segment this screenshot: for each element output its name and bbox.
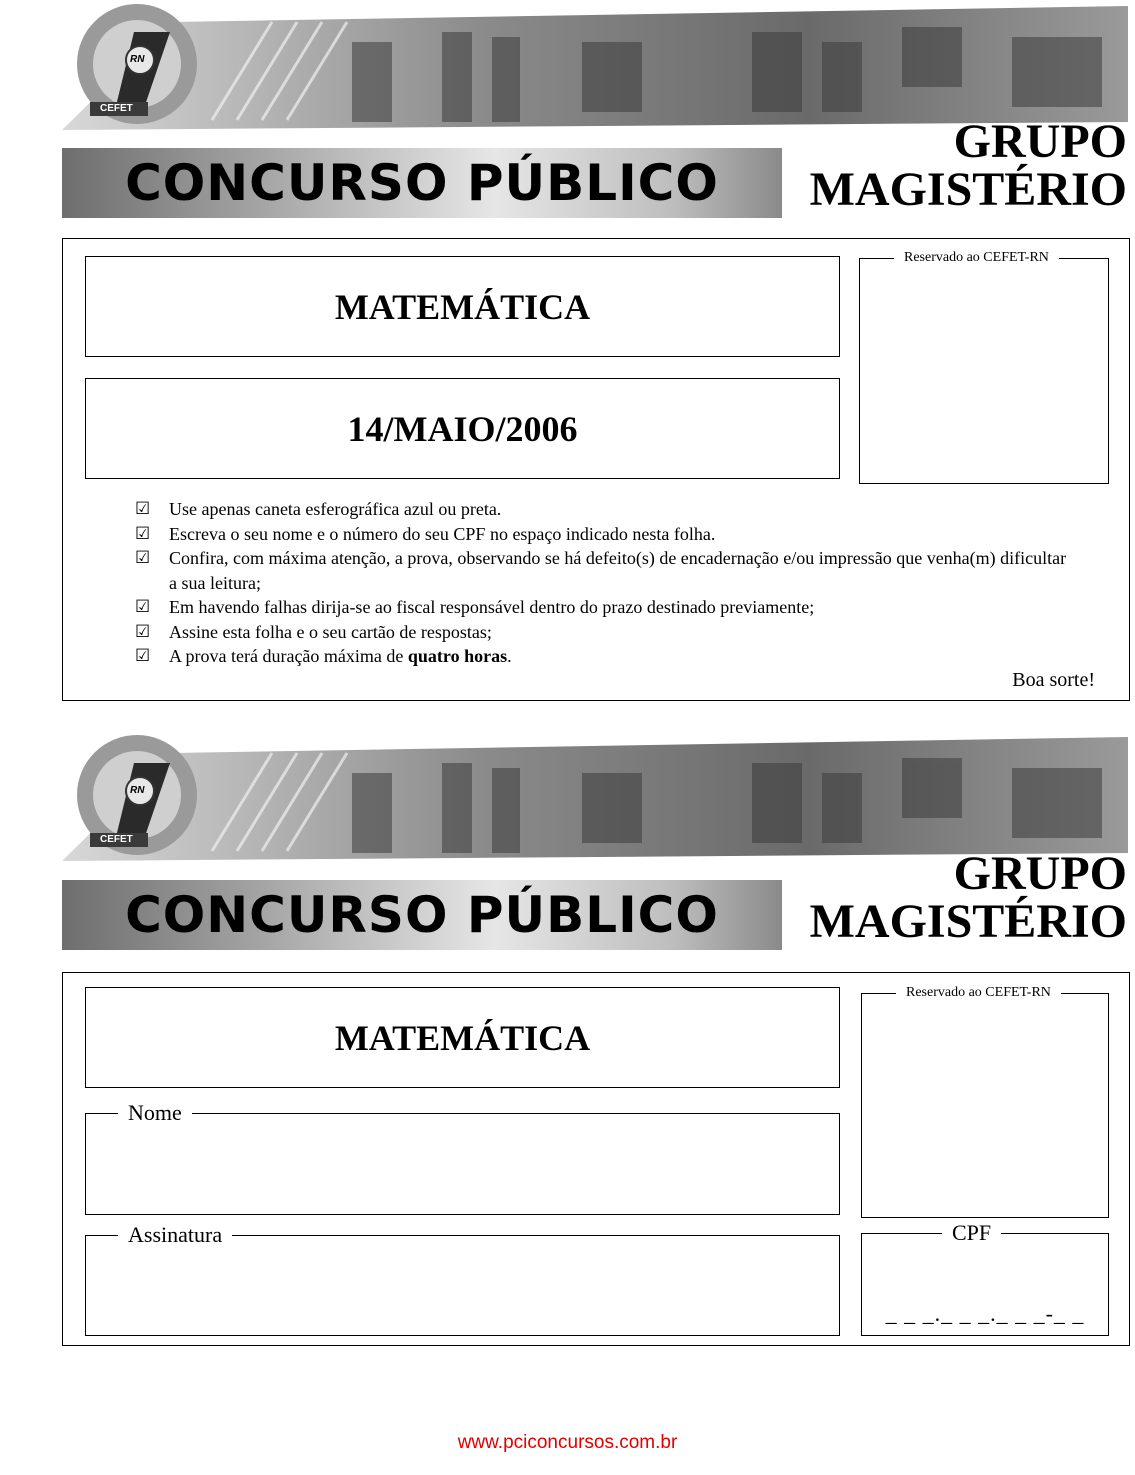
duration-bold: quatro horas <box>407 646 508 666</box>
list-item <box>135 620 1075 645</box>
signature-label: Assinatura <box>118 1224 232 1246</box>
checkbox-checked-icon: ☑ <box>135 646 151 666</box>
cpf-label: CPF <box>942 1222 1001 1244</box>
list-item <box>135 522 1075 547</box>
exam-date: 14/MAIO/2006 <box>347 408 578 449</box>
group-line2-2: MAGISTÉRIO <box>809 895 1127 948</box>
reserved-box <box>859 250 1109 484</box>
cover-frame <box>62 238 1130 701</box>
instruction-text: Em havendo falhas dirija-se ao fiscal responsável dentro do prazo destinado previamente; <box>169 597 815 617</box>
instruction-text: A prova terá duração máxima de quatro horas. <box>169 646 512 666</box>
subject-title-2: MATEMÁTICA <box>334 1017 591 1058</box>
checkbox-checked-icon: ☑ <box>135 523 151 544</box>
subject-title: MATEMÁTICA <box>334 286 591 327</box>
instructions-list <box>135 497 1075 669</box>
footer-url[interactable]: www.pciconcursos.com.br <box>457 1432 678 1453</box>
subject-box <box>85 256 840 357</box>
checkbox-checked-icon: ☑ <box>135 597 151 617</box>
list-item <box>135 595 1075 620</box>
group-heading <box>767 115 1127 216</box>
name-field[interactable] <box>85 1100 840 1215</box>
signature-field[interactable] <box>85 1222 840 1336</box>
instruction-text: Escreva o seu nome e o número do seu CPF no espaço indicado nesta folha. <box>169 523 716 544</box>
date-box <box>85 378 840 479</box>
checkbox-checked-icon: ☑ <box>135 499 151 519</box>
page-title-2: CONCURSO PÚBLICO <box>62 880 782 950</box>
reserved-box-2 <box>861 985 1109 1218</box>
cpf-mask: _ _ _._ _ _._ _ _-_ _ <box>885 1301 1085 1326</box>
banner-photo-strip-2 <box>62 733 1128 863</box>
logo-subtext-2: RN <box>130 785 145 796</box>
logo-subtext: RN <box>130 54 145 65</box>
page-title: CONCURSO PÚBLICO <box>62 148 782 218</box>
instruction-text: Use apenas caneta esferográfica azul ou preta. <box>169 499 502 519</box>
group-line1-2: GRUPO <box>953 847 1127 900</box>
checkbox-checked-icon: ☑ <box>135 621 151 642</box>
closing-text: Boa sorte! <box>1012 669 1095 691</box>
name-label: Nome <box>118 1102 192 1124</box>
instruction-text: Assine esta folha e o seu cartão de respostas; <box>169 621 492 642</box>
group-line1: GRUPO <box>953 115 1127 168</box>
group-heading-2 <box>767 847 1127 948</box>
header-banner <box>62 2 1128 132</box>
checkbox-checked-icon: ☑ <box>135 548 151 568</box>
list-item <box>135 497 1075 522</box>
subject-box-2 <box>85 987 840 1088</box>
reserved-label: Reservado ao CEFET-RN <box>894 250 1059 266</box>
banner-photo-strip <box>62 2 1128 132</box>
cpf-field[interactable] <box>861 1220 1109 1336</box>
group-line2: MAGISTÉRIO <box>809 163 1127 216</box>
list-item <box>135 546 1075 595</box>
answer-sheet-frame <box>62 972 1130 1346</box>
logo-text: CEFET <box>100 103 133 114</box>
header-banner-2 <box>62 733 1128 863</box>
reserved-label-2: Reservado ao CEFET-RN <box>896 985 1061 1001</box>
logo-text-2: CEFET <box>100 834 133 845</box>
list-item <box>135 644 1075 669</box>
instruction-text: Confira, com máxima atenção, a prova, observando se há defeito(s) de encadernação e/ou impressão que venha(m) dificultar a sua leitura; <box>169 548 1067 593</box>
